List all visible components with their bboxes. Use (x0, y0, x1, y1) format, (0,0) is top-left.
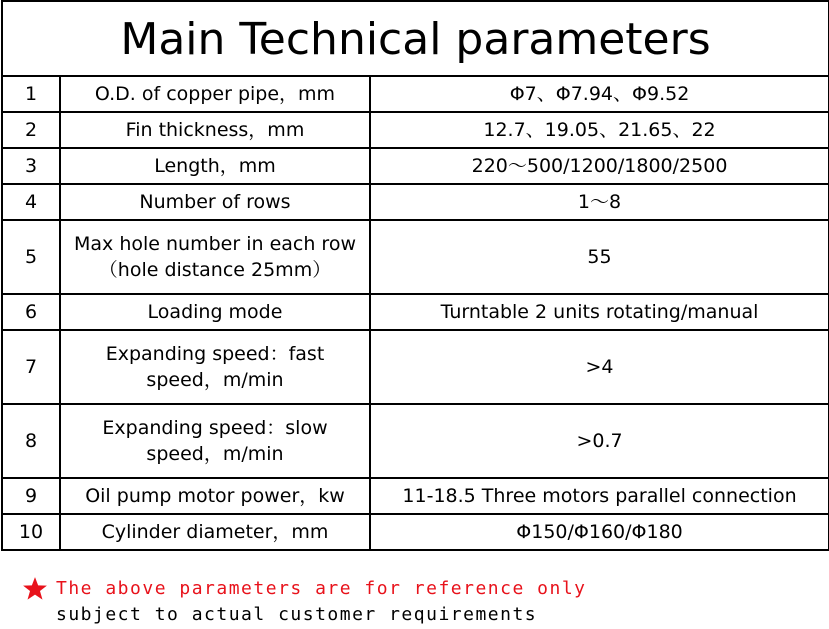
table-row (2, 148, 829, 184)
parameter-value: Φ150/Φ160/Φ180 (370, 514, 829, 550)
parameter-name-line: speed，m/min (146, 369, 284, 391)
parameter-name: Loading mode (60, 294, 370, 330)
star-icon (22, 576, 48, 602)
parameter-name: O.D. of copper pipe，mm (60, 76, 370, 112)
parameters-table (1, 0, 829, 551)
table-title: Main Technical parameters (2, 1, 829, 76)
note-line-1: The above parameters are for reference only (56, 578, 587, 599)
table-row (2, 112, 829, 148)
parameter-name: Number of rows (60, 184, 370, 220)
parameter-name (60, 330, 370, 404)
row-number: 8 (2, 404, 60, 478)
table-row (2, 76, 829, 112)
parameter-name-line: Expanding speed：fast (105, 343, 325, 365)
row-number: 9 (2, 478, 60, 514)
parameter-value: 1～8 (370, 184, 829, 220)
row-number: 6 (2, 294, 60, 330)
table-row (2, 514, 829, 550)
parameter-value: 220～500/1200/1800/2500 (370, 148, 829, 184)
parameter-value: 11-18.5 Three motors parallel connection (370, 478, 829, 514)
row-number: 10 (2, 514, 60, 550)
parameter-name: Oil pump motor power，kw (60, 478, 370, 514)
table-row (2, 478, 829, 514)
parameter-name (60, 220, 370, 294)
parameter-name: Length，mm (60, 148, 370, 184)
parameter-value: >4 (370, 330, 829, 404)
table-row (2, 330, 829, 404)
parameter-name (60, 404, 370, 478)
parameters-sheet (1, 0, 828, 551)
row-number: 2 (2, 112, 60, 148)
parameter-name-line: speed，m/min (146, 443, 284, 465)
parameter-name: Cylinder diameter，mm (60, 514, 370, 550)
row-number: 7 (2, 330, 60, 404)
parameter-name-line: Max hole number in each row (74, 233, 356, 255)
table-row (2, 220, 829, 294)
parameter-value: >0.7 (370, 404, 829, 478)
parameter-name-line: Expanding speed：slow (102, 417, 328, 439)
parameter-name-line: （hole distance 25mm） (98, 259, 332, 281)
table-row (2, 184, 829, 220)
parameter-value: 12.7、19.05、21.65、22 (370, 112, 829, 148)
table-row (2, 404, 829, 478)
note-line-2: subject to actual customer requirements (56, 604, 538, 625)
row-number: 4 (2, 184, 60, 220)
parameter-value: Turntable 2 units rotating/manual (370, 294, 829, 330)
parameter-value: Φ7、Φ7.94、Φ9.52 (370, 76, 829, 112)
row-number: 5 (2, 220, 60, 294)
row-number: 3 (2, 148, 60, 184)
row-number: 1 (2, 76, 60, 112)
parameter-value: 55 (370, 220, 829, 294)
parameter-name: Fin thickness，mm (60, 112, 370, 148)
table-row (2, 294, 829, 330)
title-row (2, 1, 829, 76)
